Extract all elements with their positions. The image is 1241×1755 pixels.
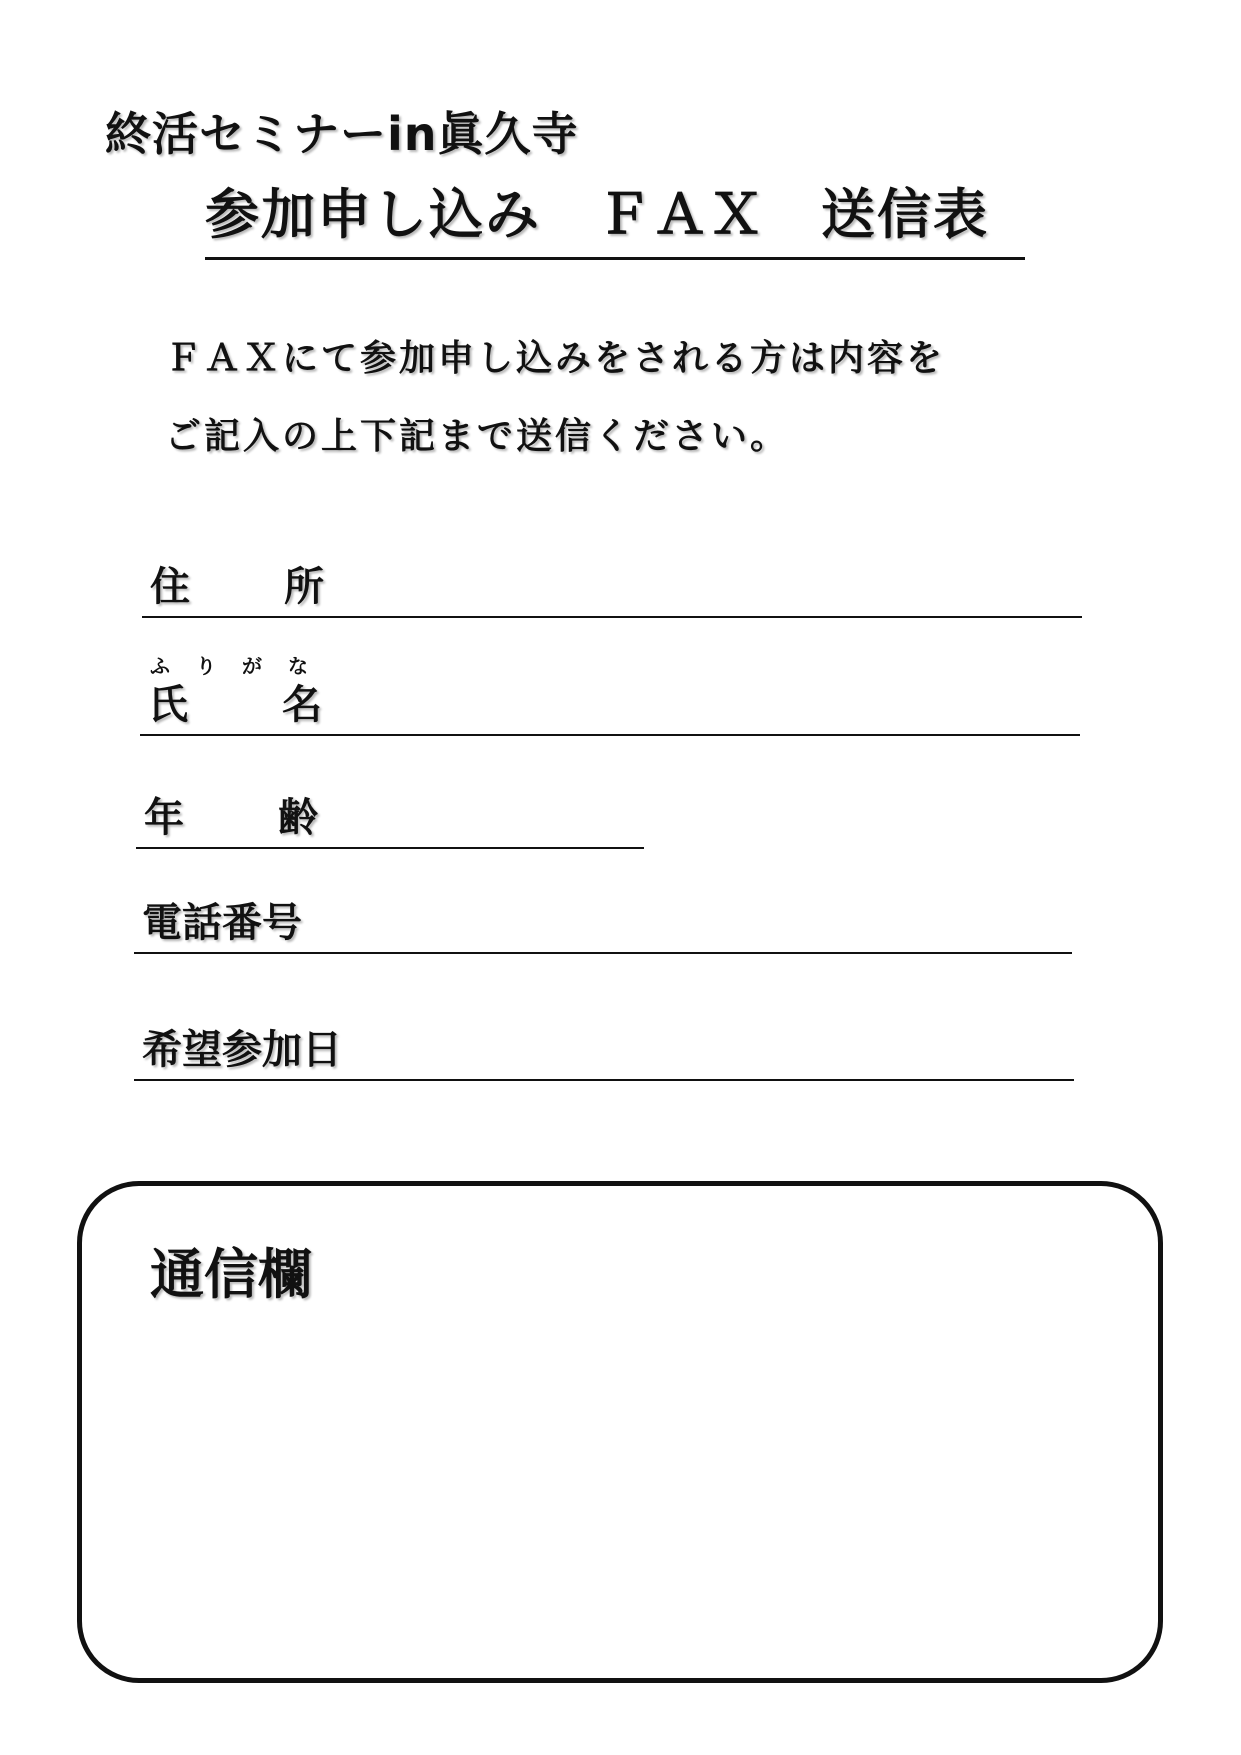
desired-date-field[interactable] [134, 1012, 1074, 1081]
address-label-char-2: 所 [284, 564, 324, 610]
name-field[interactable] [140, 636, 1080, 736]
age-label-char-2: 齢 [278, 795, 318, 841]
age-label [144, 786, 318, 843]
age-label-char-1: 年 [144, 795, 184, 841]
furigana-char: り [196, 654, 216, 678]
seminar-subtitle: 終活セミナーin眞久寺 [105, 107, 579, 161]
comments-box[interactable] [77, 1181, 1163, 1683]
phone-field[interactable] [134, 885, 1072, 954]
comments-label: 通信欄 [150, 1243, 312, 1306]
age-field[interactable] [136, 780, 644, 849]
name-label-char-2: 名 [282, 682, 322, 728]
address-label-char-1: 住 [150, 564, 190, 610]
desired-date-label: 希望参加日 [142, 1027, 342, 1073]
address-label [150, 555, 324, 612]
address-field[interactable] [142, 520, 1082, 618]
instruction-line-1: ＦＡＸにて参加申し込みをされる方は内容を [165, 338, 946, 379]
furigana-char: ふ [150, 654, 170, 678]
furigana-char: な [288, 654, 308, 678]
page-title: 参加申し込み ＦＡＸ 送信表 [205, 172, 1025, 260]
instruction-line-2: ご記入の上下記まで送信ください。 [165, 416, 790, 457]
phone-label: 電話番号 [142, 900, 302, 946]
name-label [148, 673, 322, 730]
name-label-char-1: 氏 [148, 682, 188, 728]
furigana-char: が [242, 654, 262, 678]
